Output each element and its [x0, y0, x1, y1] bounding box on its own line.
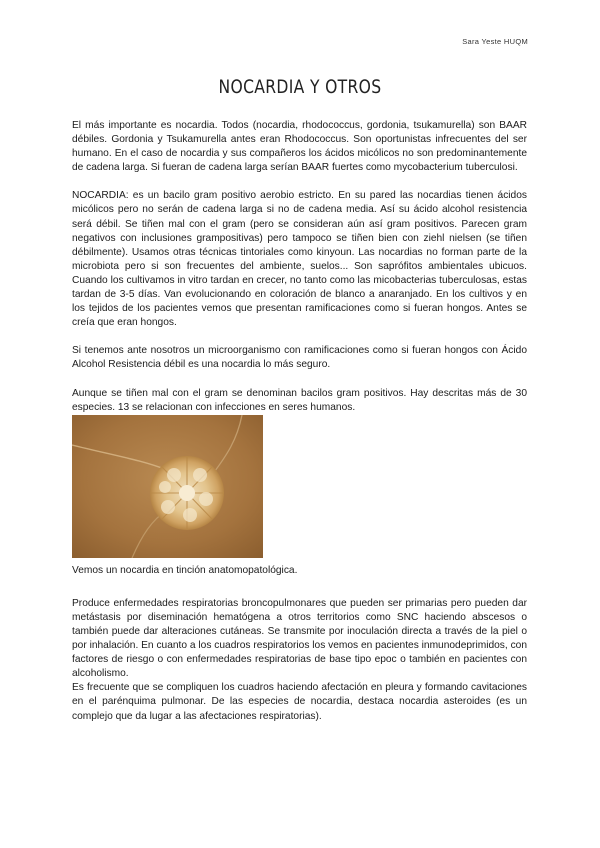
document-body	[72, 119, 527, 738]
paragraph-nocardia: NOCARDIA: es un bacilo gram positivo aerobio estricto. En su pared las nocardias tienen ácidos micólicos pero no serán de cadena larga si no de cadena media. Así su ácido alcohol resistencia será débil. Se tiñen mal con el gram (pero se consideran aún así gram positivos. Parecen gram negativos con inclusiones grampositivas) pero tampoco se tiñen bien con ziehl nielsen (se tiñen débilmente). Usamos otras técnicas tintoriales como kinyoun. Las nocardias no forman parte de la microbiota pero si son frecuentes del ambiente, suelos... Son saprófitos ambientales ubicuos. Cuando los cultivamos in vitro tardan en crecer, no tanto como las micobacterias tuberculosas, estas tardan de 3-5 días. Van evolucionando en coloración de blanco a anaranjado. En los cultivos y en los tejidos de los pacientes vemos que presentan ramificaciones como si fueran hongos. Antes se creía que eran hongos.	[72, 190, 527, 329]
paragraph-species: Aunque se tiñen mal con el gram se denominan bacilos gram positivos. Hay descritas más de 30 especies. 13 se relacionan con infecciones en seres humanos.	[72, 387, 527, 413]
paragraph-intro: El más importante es nocardia. Todos (nocardia, rhodococcus, gordonia, tsukamurella) son BAAR débiles. Gordonia y Tsukamurella antes eran Rhodococcus. Son oportunistas infrecuentes del ser humano. En el caso de nocardia y sus compañeros los ácidos micólicos no son predominantemente de cadena larga. Si fueran de cadena larga serían BAAR fuertes como mycobacterium tuberculosi.	[72, 120, 527, 174]
paragraph-identification: Si tenemos ante nosotros un microorganismo con ramificaciones como si fueran hongos con Ácido Alcohol Resistencia débil es una nocardia lo más seguro.	[72, 345, 527, 371]
paragraph-clinical: Produce enfermedades respiratorias broncopulmonares que pueden ser primarias pero pueden dar metástasis por diseminación hematógena a otros territorios como SNC haciendo abscesos o también puede dar alteraciones cutáneas. Se transmite por inoculación directa a través de la piel o por inhalación. En cuanto a los cuadros respiratorios los vemos en pacientes inmunodeprimidos, con factores de riesgo o con enfermedades respiratorias de base tipo epoc o también en pacientes con alcoholismo.	[72, 597, 527, 680]
figure-caption: Vemos un nocardia en tinción anatomopatológica.	[72, 564, 298, 576]
paragraph-complications: Es frecuente que se compliquen los cuadros haciendo afectación en pleura y formando cavitaciones en el parénquima pulmonar. De las especies de nocardia, destaca nocardia asteroides (es un complejo que da lugar a las afectaciones respiratorias).	[72, 682, 527, 722]
nocardia-micrograph-image	[72, 415, 263, 558]
header-author: Sara Yeste HUQM	[462, 37, 528, 46]
page-title: NOCARDIA Y OTROS	[218, 76, 382, 98]
